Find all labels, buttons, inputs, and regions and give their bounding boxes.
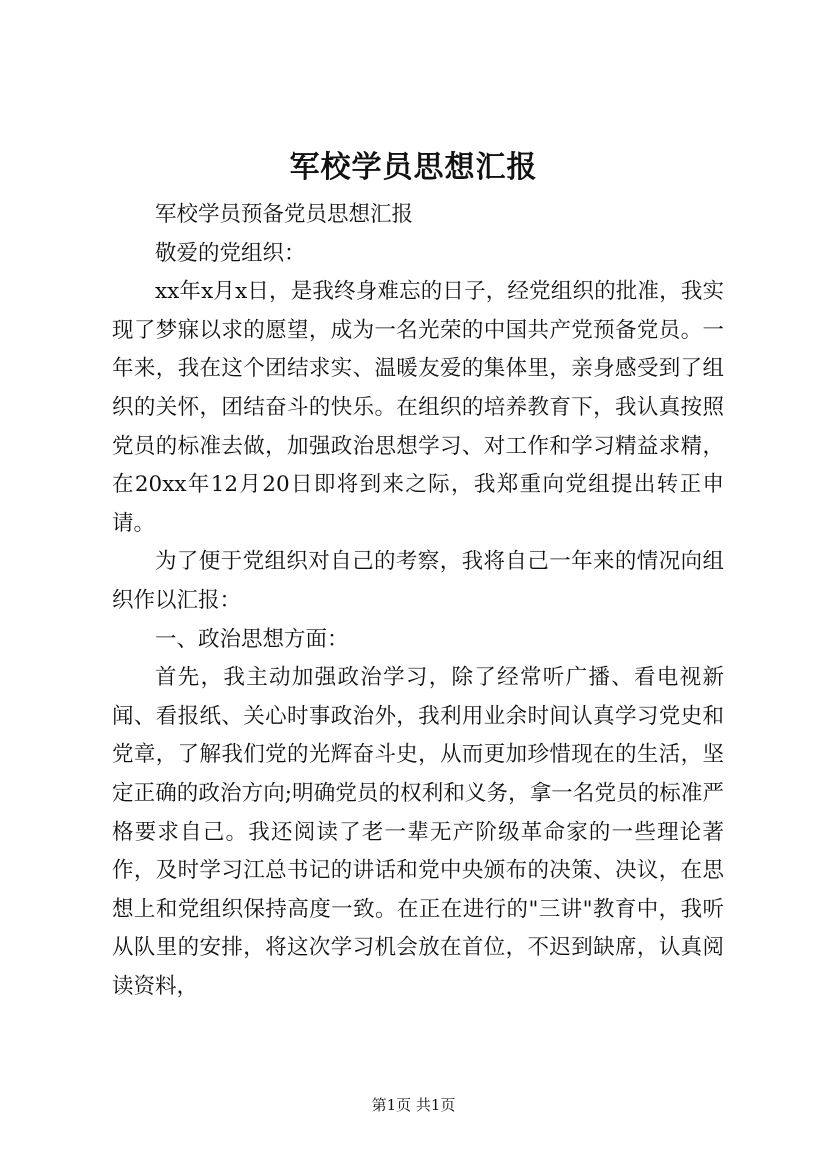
paragraph-section-heading: 一、政治思想方面： bbox=[155, 626, 349, 652]
paragraph-report-preface: 为了便于党组织对自己的考察，我将自己一年来的情况向组织作以汇报： bbox=[112, 549, 724, 613]
document-title: 军校学员思想汇报 bbox=[289, 150, 538, 185]
document-body bbox=[112, 196, 724, 1006]
paragraph-intro: xx年x月x日，是我终身难忘的日子，经党组织的批准，我实现了梦寐以求的愿望，成为一名光荣的中国共产党预备党员。一年来，我在这个团结求实、温暖友爱的集体里，亲身感受到了组织的关怀，团结奋斗的快乐。在组织的培养教育下，我认真按照党员的标准去做，加强政治思想学习、对工作和学习精益求精，在20xx年12月20日即将到来之际，我郑重向党组提出转正申请。 bbox=[112, 279, 724, 536]
paragraph-subtitle: 军校学员预备党员思想汇报 bbox=[155, 202, 414, 227]
paragraph-political-study: 首先，我主动加强政治学习，除了经常听广播、看电视新闻、看报纸、关心时事政治外，我利用业余时间认真学习党史和党章，了解我们党的光辉奋斗史，从而更加珍惜现在的生活，坚定正确的政治方向;明确党员的权利和义务，拿一名党员的标准严格要求自己。我还阅读了老一辈无产阶级革命家的一些理论著作，及时学习江总书记的讲话和党中央颁布的决策、决议，在思想上和党组织保持高度一致。在正在进行的"三讲"教育中，我听从队里的安排，将这次学习机会放在首位，不迟到缺席，认真阅读资料， bbox=[112, 665, 724, 999]
page-footer: 第1页 共1页 bbox=[371, 1096, 456, 1114]
paragraph-salutation: 敬爱的党组织： bbox=[155, 240, 306, 266]
